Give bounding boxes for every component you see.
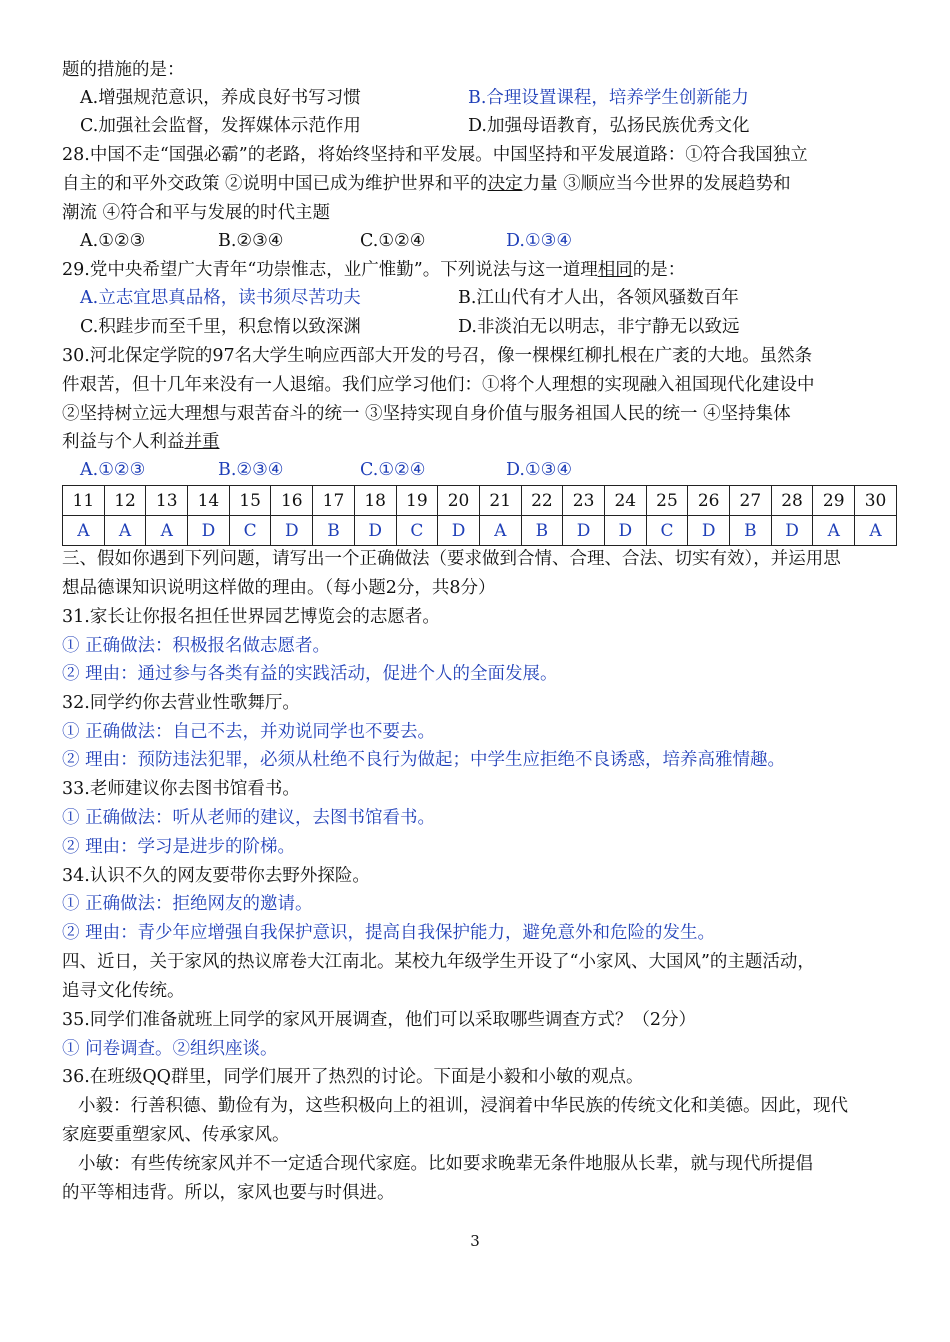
q27-option-d: D.加强母语教育，弘扬民族优秀文化 xyxy=(468,116,750,136)
q30-option-b: B.②③④ xyxy=(218,460,284,480)
q30-option-d: D.①③④ xyxy=(506,460,573,480)
q36-xiaoyi-line1: 小毅：行善积德、勤俭有为，这些积极向上的祖训，浸润着中华民族的传统文化和美德。因此，现代 xyxy=(78,1096,848,1116)
question-number-cell: 26 xyxy=(688,486,730,516)
q28-line3: 潮流 ④符合和平与发展的时代主题 xyxy=(62,203,331,223)
q29-option-b: B.江山代有才人出，各领风骚数百年 xyxy=(458,288,739,308)
q33-correct-action: ① 正确做法：听从老师的建议，去图书馆看书。 xyxy=(62,808,436,828)
q34-correct-action: ① 正确做法：拒绝网友的邀请。 xyxy=(62,894,313,914)
question-number-cell: 14 xyxy=(188,486,230,516)
q28-option-b: B.②③④ xyxy=(218,231,284,251)
question-number-cell: 29 xyxy=(813,486,855,516)
q35-question: 35.同学们准备就班上同学的家风开展调查，他们可以采取哪些调查方式？（2分） xyxy=(62,1010,696,1030)
q27-option-b: B.合理设置课程，培养学生创新能力 xyxy=(468,88,749,108)
answer-table xyxy=(62,485,897,546)
section4-intro-line1: 四、近日，关于家风的热议席卷大江南北。某校九年级学生开设了“小家风、大国风”的主题活动， xyxy=(62,952,815,972)
q28-line2: 自主的和平外交政策 ②说明中国已成为维护世界和平的决定力量 ③顺应当今世界的发展趋势和 xyxy=(62,174,791,194)
q32-reason: ② 理由：预防违法犯罪，必须从杜绝不良行为做起；中学生应拒绝不良诱惑，培养高雅情趣。 xyxy=(62,750,786,770)
q31-correct-action: ① 正确做法：积极报名做志愿者。 xyxy=(62,636,331,656)
question-number-cell: 18 xyxy=(354,486,396,516)
q28-line1: 28.中国不走“国强必霸”的老路，将始终坚持和平发展。中国坚持和平发展道路：①符合我国独立 xyxy=(62,145,808,165)
question-number-cell: 27 xyxy=(730,486,772,516)
page-number: 3 xyxy=(470,1232,480,1250)
answer-cell: C xyxy=(646,516,688,546)
q33-question: 33.老师建议你去图书馆看书。 xyxy=(62,779,300,799)
answer-cell: C xyxy=(229,516,271,546)
question-number-cell: 30 xyxy=(855,486,897,516)
question-number-cell: 20 xyxy=(438,486,480,516)
question-number-cell: 16 xyxy=(271,486,313,516)
question-number-cell: 23 xyxy=(563,486,605,516)
q29-underlined: 相同 xyxy=(597,260,633,280)
answer-cell: A xyxy=(146,516,188,546)
answer-cell: A xyxy=(813,516,855,546)
q30-line4: 利益与个人利益并重 xyxy=(62,432,220,452)
answer-cell: D xyxy=(354,516,396,546)
q27-option-a: A.增强规范意识，养成良好书写习惯 xyxy=(80,88,361,108)
q30-option-c: C.①②④ xyxy=(360,460,426,480)
question-number-cell: 22 xyxy=(521,486,563,516)
q32-correct-action: ① 正确做法：自己不去，并劝说同学也不要去。 xyxy=(62,722,436,742)
q34-reason: ② 理由：青少年应增强自我保护意识，提高自我保护能力，避免意外和危险的发生。 xyxy=(62,923,716,943)
answer-cell: D xyxy=(604,516,646,546)
q27-stem: 题的措施的是： xyxy=(62,60,185,80)
q31-reason: ② 理由：通过参与各类有益的实践活动，促进个人的全面发展。 xyxy=(62,664,558,684)
answer-cell: D xyxy=(771,516,813,546)
q28-option-c: C.①②④ xyxy=(360,231,426,251)
q30-line3: ②坚持树立远大理想与艰苦奋斗的统一 ③坚持实现自身价值与服务祖国人民的统一 ④坚持集体 xyxy=(62,404,791,424)
answer-table-answers-row xyxy=(63,516,897,546)
q28-underlined: 决定 xyxy=(487,174,523,194)
q36-question: 36.在班级QQ群里，同学们展开了热烈的讨论。下面是小毅和小敏的观点。 xyxy=(62,1067,644,1087)
q29-line1: 29.党中央希望广大青年“功崇惟志，业广惟勤”。下列说法与这一道理相同的是： xyxy=(62,260,686,280)
answer-cell: D xyxy=(688,516,730,546)
question-number-cell: 15 xyxy=(229,486,271,516)
answer-cell: A xyxy=(479,516,521,546)
answer-cell: D xyxy=(438,516,480,546)
question-number-cell: 25 xyxy=(646,486,688,516)
answer-cell: B xyxy=(313,516,355,546)
question-number-cell: 21 xyxy=(479,486,521,516)
q34-question: 34.认识不久的网友要带你去野外探险。 xyxy=(62,866,370,886)
q36-xiaomin-line1: 小敏：有些传统家风并不一定适合现代家庭。比如要求晚辈无条件地服从长辈，就与现代所提倡 xyxy=(78,1154,813,1174)
q27-option-c: C.加强社会监督，发挥媒体示范作用 xyxy=(80,116,361,136)
answer-table-numbers-row xyxy=(63,486,897,516)
answer-cell: D xyxy=(188,516,230,546)
answer-cell: D xyxy=(271,516,313,546)
q30-line1: 30.河北保定学院的97名大学生响应西部大开发的号召，像一棵棵红柳扎根在广袤的大地。虽然条 xyxy=(62,346,813,366)
q36-xiaoyi-line2: 家庭要重塑家风、传承家风。 xyxy=(62,1125,290,1145)
answer-cell: A xyxy=(63,516,105,546)
q29-option-d: D.非淡泊无以明志，非宁静无以致远 xyxy=(458,317,740,337)
question-number-cell: 28 xyxy=(771,486,813,516)
answer-cell: C xyxy=(396,516,438,546)
q31-question: 31.家长让你报名担任世界园艺博览会的志愿者。 xyxy=(62,607,440,627)
q35-answer: ① 问卷调查。②组织座谈。 xyxy=(62,1039,278,1059)
question-number-cell: 19 xyxy=(396,486,438,516)
q30-underlined: 并重 xyxy=(184,432,220,452)
answer-cell: A xyxy=(104,516,146,546)
q30-option-a: A.①②③ xyxy=(80,460,146,480)
question-number-cell: 24 xyxy=(604,486,646,516)
question-number-cell: 17 xyxy=(313,486,355,516)
q29-option-a: A.立志宜思真品格，读书须尽苦功夫 xyxy=(80,288,361,308)
question-number-cell: 13 xyxy=(146,486,188,516)
q28-option-d: D.①③④ xyxy=(506,231,573,251)
question-number-cell: 11 xyxy=(63,486,105,516)
question-number-cell: 12 xyxy=(104,486,146,516)
q36-xiaomin-line2: 的平等相违背。所以，家风也要与时俱进。 xyxy=(62,1183,395,1203)
q32-question: 32.同学约你去营业性歌舞厅。 xyxy=(62,693,300,713)
answer-cell: A xyxy=(855,516,897,546)
q29-option-c: C.积跬步而至千里，积怠惰以致深渊 xyxy=(80,317,361,337)
answer-cell: D xyxy=(563,516,605,546)
answer-cell: B xyxy=(730,516,772,546)
q28-option-a: A.①②③ xyxy=(80,231,146,251)
section3-instructions-line1: 三、假如你遇到下列问题，请写出一个正确做法（要求做到合情、合理、合法、切实有效），并运用思 xyxy=(62,549,841,569)
q33-reason: ② 理由：学习是进步的阶梯。 xyxy=(62,837,296,857)
section3-instructions-line2: 想品德课知识说明这样做的理由。（每小题2分，共8分） xyxy=(62,578,496,598)
answer-cell: B xyxy=(521,516,563,546)
q30-line2: 件艰苦，但十几年来没有一人退缩。我们应学习他们：①将个人理想的实现融入祖国现代化建设中 xyxy=(62,375,815,395)
section4-intro-line2: 追寻文化传统。 xyxy=(62,981,185,1001)
